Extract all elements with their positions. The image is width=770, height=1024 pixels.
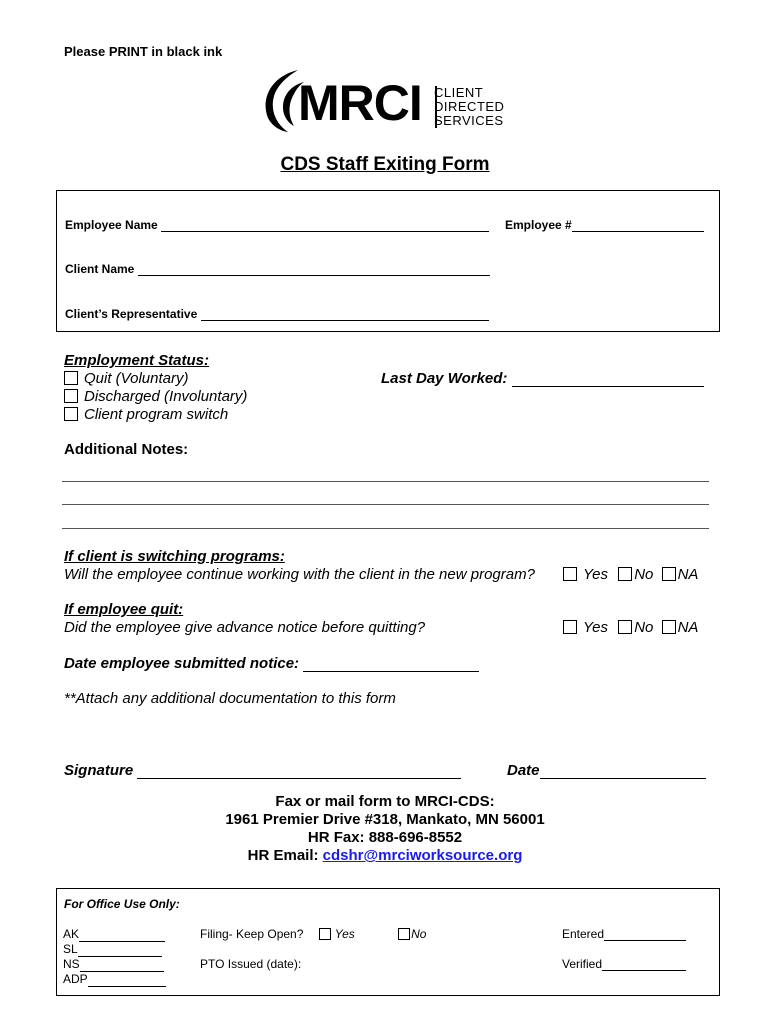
date-row [507, 762, 706, 779]
entered-field[interactable] [604, 929, 686, 941]
quit-heading: If employee quit: [64, 601, 184, 618]
quit-na-label: NA [677, 619, 699, 636]
client-name-field[interactable] [138, 261, 490, 276]
office-code-ak-label: AK [63, 927, 80, 941]
client-name-row [65, 261, 490, 276]
notice-date-row [64, 655, 479, 672]
office-code-ns [63, 957, 166, 972]
switching-no-checkbox[interactable] [618, 567, 632, 581]
logo-sub-client: CLIENT [434, 85, 484, 100]
entered-row [562, 927, 686, 941]
switching-no-label: No [634, 566, 654, 583]
checkbox-quit[interactable] [64, 371, 78, 385]
quit-no-label: No [634, 619, 654, 636]
notes-line-2[interactable] [62, 504, 709, 505]
status-option-switch[interactable] [64, 406, 247, 424]
logo-wordmark: MRCI [298, 75, 422, 131]
notice-date-label: Date employee submitted notice: [64, 655, 300, 672]
contact-email-link[interactable]: cdshr@mrciworksource.org [322, 847, 523, 864]
verified-row [562, 957, 686, 971]
client-rep-field[interactable] [201, 306, 489, 321]
switching-yes-label: Yes [583, 566, 609, 583]
filing-yes-label: Yes [334, 927, 355, 941]
date-field[interactable] [540, 762, 706, 779]
status-option-discharged[interactable] [64, 388, 247, 406]
logo-sub-directed: DIRECTED [434, 99, 505, 114]
pto-label: PTO Issued (date): [200, 957, 302, 971]
office-code-adp [63, 972, 166, 987]
switching-heading: If client is switching programs: [64, 548, 285, 565]
contact-email-row [0, 847, 770, 865]
status-option-quit-label: Quit (Voluntary) [84, 370, 189, 387]
switching-options [563, 566, 698, 583]
signature-row [64, 762, 461, 779]
office-code-sl-label: SL [63, 942, 78, 956]
verified-field[interactable] [602, 959, 686, 971]
signature-field[interactable] [137, 762, 461, 779]
office-code-ns-label: NS [63, 957, 80, 971]
office-code-adp-field[interactable] [88, 975, 166, 987]
office-code-adp-label: ADP [63, 972, 88, 986]
filing-yes-checkbox[interactable] [319, 928, 331, 940]
quit-options [563, 619, 698, 636]
notes-line-3[interactable] [62, 528, 709, 529]
checkbox-discharged[interactable] [64, 389, 78, 403]
quit-no-checkbox[interactable] [618, 620, 632, 634]
switching-yes-checkbox[interactable] [563, 567, 577, 581]
office-code-ak-field[interactable] [79, 930, 165, 942]
filing-row [200, 927, 426, 941]
employee-number-field[interactable] [572, 217, 704, 232]
filing-no-label: No [411, 927, 427, 941]
office-code-sl-field[interactable] [78, 945, 162, 957]
filing-no-checkbox[interactable] [398, 928, 410, 940]
notice-date-field[interactable] [303, 655, 479, 672]
status-option-switch-label: Client program switch [84, 406, 229, 423]
additional-notes-heading: Additional Notes: [64, 441, 189, 458]
employee-name-field[interactable] [161, 217, 489, 232]
employee-number-label: Employee # [505, 218, 572, 232]
date-label: Date [507, 762, 540, 779]
employee-name-label: Employee Name [65, 218, 158, 232]
page-title: CDS Staff Exiting Form [280, 154, 490, 175]
contact-block [0, 793, 770, 865]
last-day-field[interactable] [512, 370, 704, 387]
office-code-ak [63, 927, 166, 942]
client-name-label: Client Name [65, 262, 135, 276]
office-code-ns-field[interactable] [80, 960, 164, 972]
client-rep-label: Client’s Representative [65, 307, 198, 321]
contact-address: 1961 Premier Drive #318, Mankato, MN 56001 [225, 811, 545, 828]
employee-number-row [505, 217, 704, 232]
employment-status-options [64, 370, 247, 424]
mrci-logo [258, 66, 518, 138]
logo-sub-services: SERVICES [434, 113, 504, 128]
contact-line-1: Fax or mail form to MRCI-CDS: [275, 793, 495, 810]
switching-na-checkbox[interactable] [662, 567, 676, 581]
last-day-row [381, 370, 704, 387]
office-use-heading: For Office Use Only: [64, 897, 180, 911]
signature-label: Signature [64, 762, 134, 779]
contact-fax: HR Fax: 888-696-8552 [307, 829, 463, 846]
quit-question: Did the employee give advance notice before quitting? [64, 619, 426, 636]
filing-label: Filing- Keep Open? [200, 927, 304, 941]
office-codes [63, 927, 166, 987]
entered-label: Entered [562, 927, 605, 941]
contact-email-label: HR Email: [247, 847, 319, 864]
quit-yes-label: Yes [583, 619, 609, 636]
verified-label: Verified [562, 957, 603, 971]
client-rep-row [65, 306, 489, 321]
employment-status-heading: Employment Status: [64, 352, 210, 369]
last-day-label: Last Day Worked: [381, 370, 508, 387]
quit-yes-checkbox[interactable] [563, 620, 577, 634]
switching-question: Will the employee continue working with the client in the new program? [64, 566, 535, 583]
status-option-discharged-label: Discharged (Involuntary) [84, 388, 248, 405]
employee-name-row [65, 217, 489, 232]
attach-note: **Attach any additional documentation to this form [64, 690, 396, 707]
checkbox-switch[interactable] [64, 407, 78, 421]
switching-na-label: NA [677, 566, 699, 583]
print-note: Please PRINT in black ink [64, 44, 223, 59]
office-code-sl [63, 942, 166, 957]
notes-line-1[interactable] [62, 481, 709, 482]
quit-na-checkbox[interactable] [662, 620, 676, 634]
status-option-quit[interactable] [64, 370, 247, 388]
logo-subtitle [434, 86, 504, 128]
